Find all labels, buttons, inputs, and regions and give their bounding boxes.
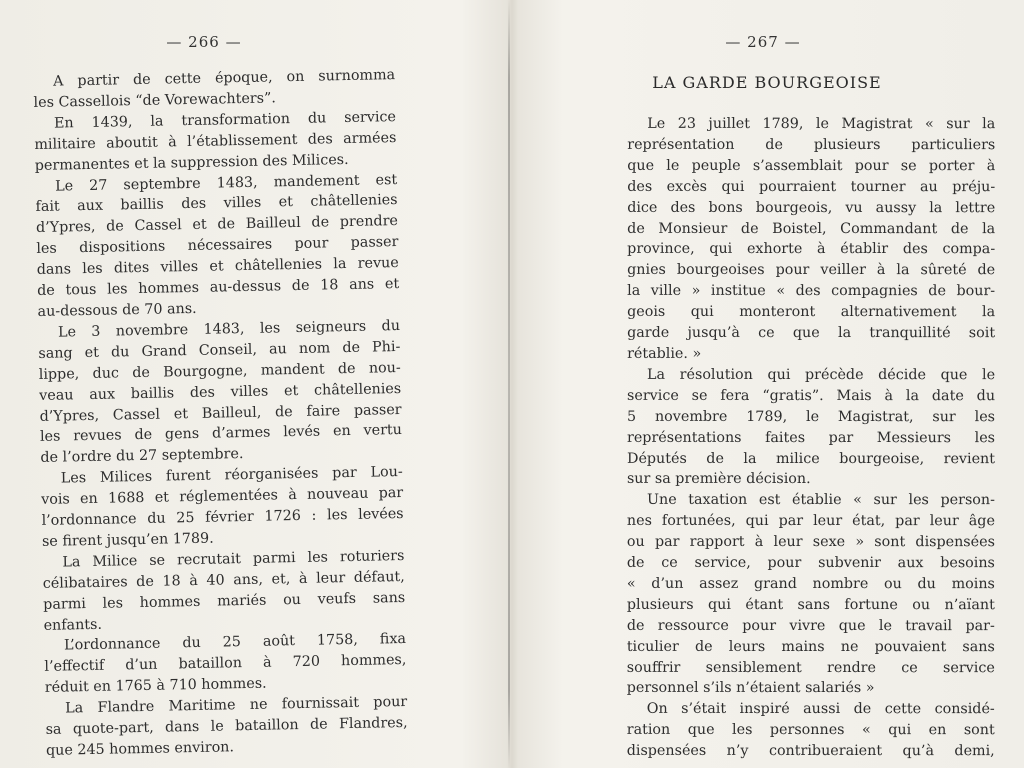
text-line: dice des bons bourgeois, vu aussy la lettre	[627, 199, 996, 216]
text-line: geois qui monteront alternativement la	[627, 303, 996, 321]
text-line: représentation de plusieurs particuliers	[627, 136, 996, 154]
text-line: souffrir sensiblement rendre ce service	[626, 659, 995, 676]
text-line: la ville » institue « des compagnies de bour-	[627, 283, 996, 300]
text-line: La Milice se recrutait parmi les roturiers	[62, 547, 405, 571]
text-line: sa quote-part, dans le bataillon de Flandres,	[45, 715, 408, 738]
text-line: nes fortunées, qui par leur état, par leur âge	[626, 513, 995, 530]
text-line: service se fera “gratis”. Mais à la date du	[627, 387, 996, 404]
text-line: vois en 1688 et réglementées à nouveau par	[41, 485, 404, 509]
text-line: que 245 hommes environ.	[45, 739, 235, 759]
text-line: dans les dites villes et châtellenies la revue	[36, 255, 399, 279]
text-line: représentations faites par Messieurs les	[626, 429, 996, 446]
text-line: militaire aboutit à l’établissement des armées	[34, 129, 397, 153]
text-line: ticulier de leurs mains ne pouvaient sans	[626, 638, 995, 655]
left-page-text	[33, 65, 408, 762]
text-line: des excès qui pourraient tourner au préju-	[627, 178, 996, 195]
text-line: plusieurs qui étant sans fortune ou n’aïant	[626, 596, 995, 614]
text-line: l’ordonnance du 25 février 1726 : les levées	[41, 506, 404, 529]
text-line: de ce service, pour subvenir aux besoins	[626, 554, 995, 572]
text-line: ration que les personnes « qui en sont	[626, 722, 995, 739]
text-line: les Cassellois “de Vorewachters”.	[33, 90, 277, 111]
text-line: personnel s’ils n’étaient salariés »	[626, 680, 875, 697]
left-page	[0, 0, 508, 768]
text-line: de l’ordre du 27 septembre.	[40, 446, 244, 467]
text-line: dispensées n’y contribueraient qu’à demi,	[626, 743, 995, 760]
text-line: gnies bourgeoises pour veiller à la sûreté de	[627, 262, 996, 279]
text-line: La résolution qui précède décide que le	[647, 366, 996, 384]
text-line: l’effectif d’un bataillon à 720 hommes,	[44, 652, 407, 676]
text-line: Une taxation est établie « sur les person-	[646, 492, 995, 509]
text-line: sang et du Grand Conseil, au nom de Phi-	[38, 338, 401, 362]
text-line: de tous les hommes au-dessus de 18 ans et	[37, 276, 400, 300]
text-line: d’Ypres, Cassel et Bailleul, de faire passer	[39, 401, 402, 425]
text-line: réduit en 1765 à 710 hommes.	[44, 675, 267, 697]
text-line: au-dessous de 70 ans.	[37, 300, 197, 320]
text-line: parmi les hommes mariés ou veufs sans	[43, 589, 406, 613]
text-line: L’ordonnance du 25 août 1758, fixa	[63, 631, 407, 654]
text-line: On s’était inspiré aussi de cette considé-	[646, 701, 995, 718]
text-line: « d’un assez grand nombre ou du moins	[626, 575, 995, 593]
text-line: La Flandre Maritime ne fournissait pour	[65, 694, 408, 717]
text-line: permanentes et la suppression des Milices.	[34, 151, 349, 174]
text-line: d’Ypres, de Cassel et de Bailleul de prendre	[35, 213, 399, 237]
text-line: province, qui exhorte à établir des compa-	[627, 241, 996, 258]
text-line: les dispositions nécessaires pour passer	[36, 234, 399, 258]
text-line: garde jusqu’à ce que la tranquillité soit	[627, 324, 996, 342]
left-page-number: — 266 —	[166, 33, 242, 51]
text-line: fait aux baillis des villes et châtellenies	[35, 192, 398, 216]
text-line: A partir de cette époque, on surnomma	[53, 67, 396, 90]
text-line: En 1439, la transformation du service	[53, 108, 397, 132]
text-line: sur sa première décision.	[626, 471, 811, 488]
text-line: Le 3 novembre 1483, les seigneurs du	[57, 317, 401, 341]
text-line: 5 novembre 1789, le Magistrat, sur les	[627, 408, 996, 425]
right-page	[510, 0, 1024, 768]
text-line: célibataires de 18 à 40 ans, et, à leur défaut,	[42, 568, 405, 592]
running-title: LA GARDE BOURGEOISE	[652, 73, 882, 92]
text-line: Le 27 septembre 1483, mandement est	[55, 171, 398, 195]
text-line: Députés de la milice bourgeoise, revient	[626, 450, 995, 467]
text-line: se firent jusqu’en 1789.	[41, 530, 214, 550]
text-line: enfants.	[43, 616, 103, 634]
text-line: Les Milices furent réorganisées par Lou-	[60, 464, 403, 487]
text-line: de Monsieur de Boistel, Commandant de la	[627, 220, 996, 237]
text-line: rétablie. »	[627, 345, 702, 362]
text-line: Le 23 juillet 1789, le Magistrat « sur la	[647, 115, 996, 133]
right-page-number: — 267 —	[725, 33, 801, 51]
text-line: de ressource pour vivre que le travail par-	[626, 617, 995, 634]
right-page-text	[627, 114, 996, 762]
text-line: veau aux baillis des villes et châtellenies	[39, 380, 402, 404]
text-line: que le peuple s’assemblait pour se porter à	[627, 157, 996, 174]
text-line: lippe, duc de Bourgogne, mandent de nou-	[38, 359, 401, 383]
text-line: ou par rapport à leur sexe » sont dispensées	[626, 533, 995, 551]
text-line: les revues de gens d’armes levés en vertu	[39, 422, 403, 446]
